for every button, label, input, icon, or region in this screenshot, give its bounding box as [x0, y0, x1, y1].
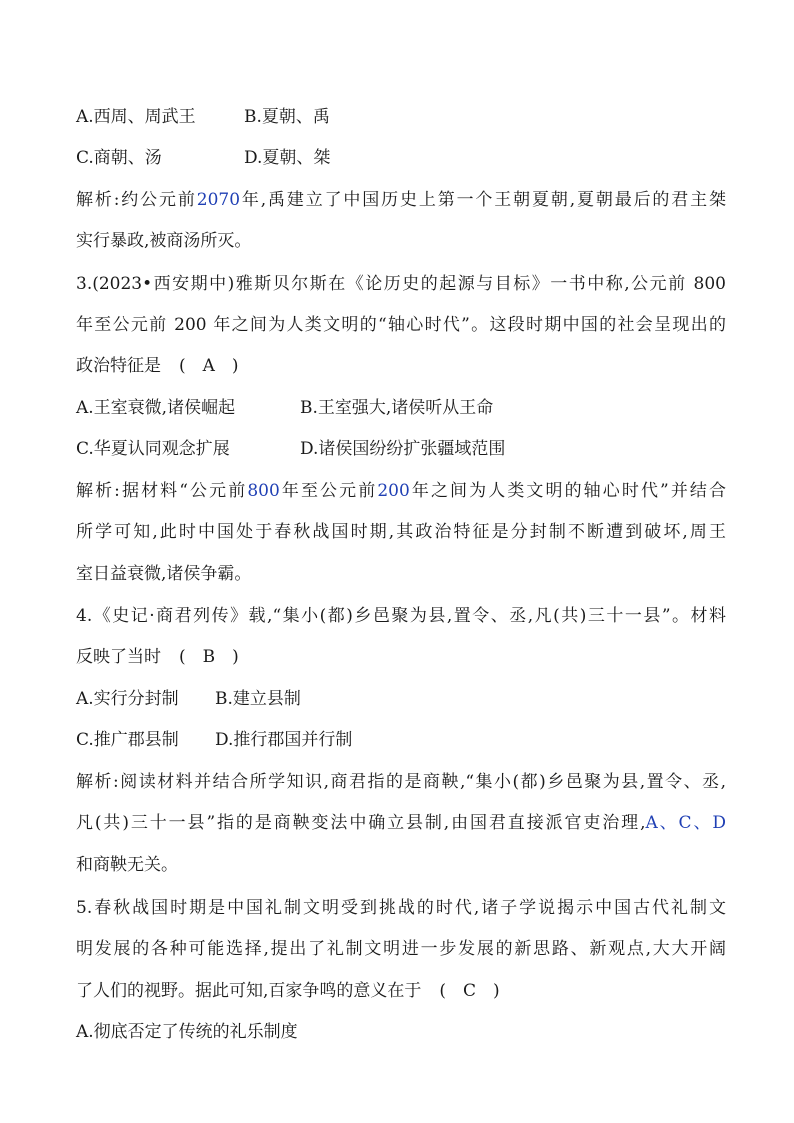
q3-analysis-line-3: 室日益衰微,诸侯争霸。 [76, 564, 252, 584]
q5-answer: ( C ) [439, 981, 500, 1001]
q2-option-b: B.夏朝、禹 [244, 107, 330, 127]
q3-analysis-line-2: 所学可知,此时中国处于春秋战国时期,其政治特征是分封制不断遭到破坏,周王 [76, 522, 726, 542]
q2-option-c: C.商朝、汤 [76, 148, 162, 168]
q3-stem-line-1: 3.(2023•西安期中)雅斯贝尔斯在《论历史的起源与目标》一书中称,公元前 800 [76, 274, 726, 294]
q3-option-d: D.诸侯国纷纷扩张疆域范围 [300, 439, 506, 459]
q3-analysis-pre: 解析:据材料“公元前 [76, 481, 248, 501]
q5-option-a: A.彻底否定了传统的礼乐制度 [76, 1022, 298, 1042]
q3-option-b: B.王室强大,诸侯听从王命 [300, 398, 494, 418]
q3-stem-line-3 [76, 355, 726, 377]
q2-analysis-line-1 [76, 189, 726, 211]
q4-analysis-line-2 [76, 812, 726, 834]
q3-analysis-mid: 年至公元前 [279, 481, 378, 501]
q4-answer: ( B ) [179, 647, 239, 667]
q5-stem-text: 了人们的视野。据此可知,百家争鸣的意义在于 [76, 981, 422, 1001]
q3-options-row-2 [76, 438, 726, 460]
q5-stem-line-2: 明发展的各种可能选择,提出了礼制文明进一步发展的新思路、新观点,大大开阔 [76, 939, 726, 959]
q2-option-a: A.西周、周武王 [76, 107, 196, 127]
q4-analysis-options-ref: A、C、D [645, 813, 726, 833]
q2-analysis-year: 2070 [196, 190, 241, 210]
q4-options-row-2 [76, 729, 726, 751]
q3-answer: ( A ) [179, 356, 239, 376]
q4-option-b: B.建立县制 [215, 689, 301, 709]
q3-option-a: A.王室衰微,诸侯崛起 [76, 398, 236, 418]
q3-option-c: C.华夏认同观念扩展 [76, 439, 230, 459]
q3-analysis-num-2: 200 [377, 481, 410, 501]
q3-stem-line-2: 年至公元前 200 年之间为人类文明的“轴心时代”。这段时期中国的社会呈现出的 [76, 315, 726, 335]
q3-stem-text: 政治特征是 [76, 356, 161, 376]
q2-options-row-1 [76, 106, 726, 128]
q2-analysis-prefix: 解析:约公元前 [76, 190, 197, 210]
q3-analysis-line-1 [76, 480, 726, 502]
q2-option-d: D.夏朝、桀 [244, 148, 331, 168]
q4-stem-line-2 [76, 646, 726, 668]
q3-analysis-post: 年之间为人类文明的轴心时代”并结合 [409, 481, 727, 501]
q4-analysis-line-3: 和商鞅无关。 [76, 855, 178, 875]
q2-analysis-rest: 年,禹建立了中国历史上第一个王朝夏朝,夏朝最后的君主桀 [240, 190, 727, 210]
q2-options-row-2 [76, 147, 726, 169]
q5-stem-line-1: 5.春秋战国时期是中国礼制文明受到挑战的时代,诸子学说揭示中国古代礼制文 [76, 898, 726, 918]
q4-stem-text: 反映了当时 [76, 647, 161, 667]
q4-options-row-1 [76, 688, 726, 710]
q4-stem-line-1: 4.《史记·商君列传》载,“集小(都)乡邑聚为县,置令、丞,凡(共)三十一县”。材料 [76, 606, 726, 626]
q5-stem-line-3 [76, 980, 726, 1002]
q3-analysis-num-1: 800 [247, 481, 280, 501]
q4-analysis-line-1: 解析:阅读材料并结合所学知识,商君指的是商鞅,“集小(都)乡邑聚为县,置令、丞, [76, 772, 726, 792]
q4-option-a: A.实行分封制 [76, 689, 179, 709]
q4-option-c: C.推广郡县制 [76, 730, 179, 750]
q3-options-row-1 [76, 397, 726, 419]
q4-option-d: D.推行郡国并行制 [215, 730, 353, 750]
q4-analysis-line-2-text: 凡(共)三十一县”指的是商鞅变法中确立县制,由国君直接派官吏治理, [76, 813, 646, 833]
q2-analysis-line-2: 实行暴政,被商汤所灭。 [76, 231, 252, 251]
